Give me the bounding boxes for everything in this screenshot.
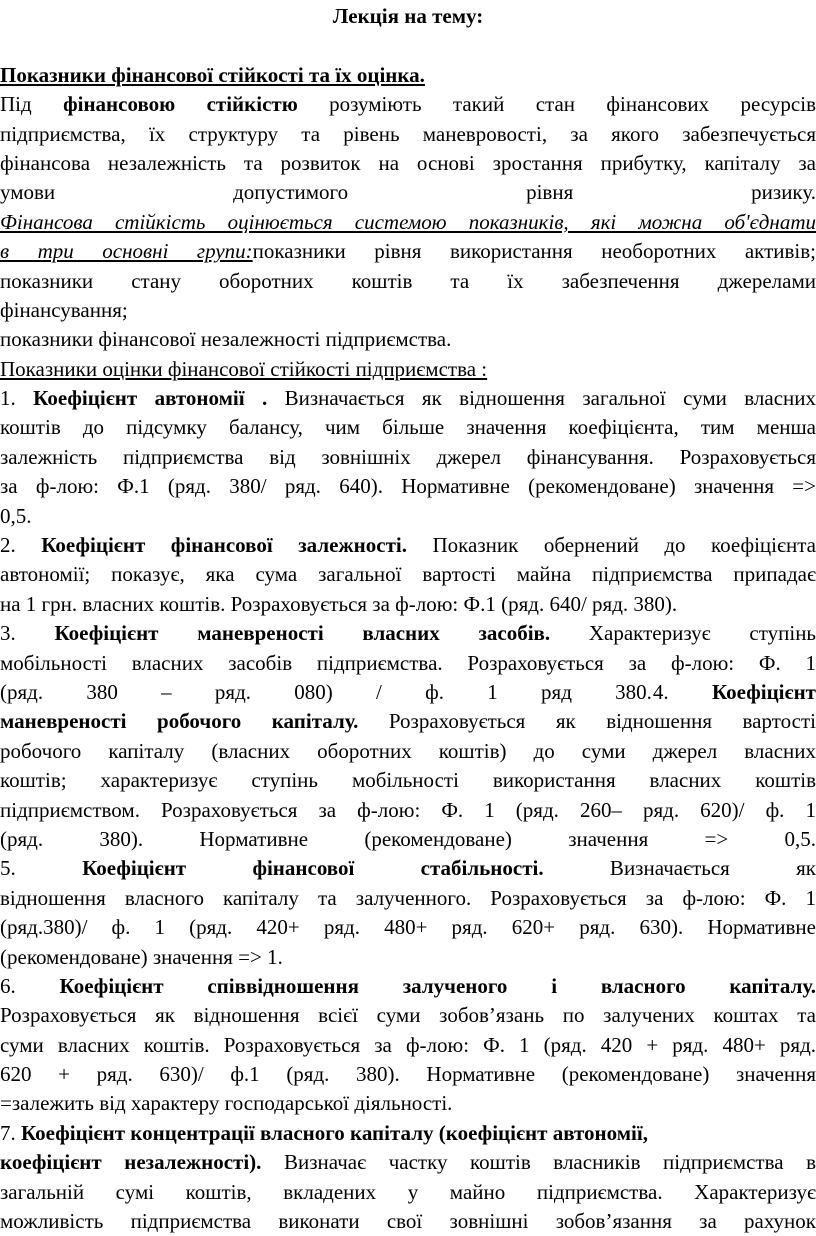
paragraph-line: коштів; характеризує ступінь мобільності використання власних коштів (0, 768, 816, 793)
paragraph-line: підприємством. Розраховується за ф-лою: Ф. 1 (ряд. 260– ряд. 620)/ ф. 1 (0, 797, 816, 822)
text: Під (0, 92, 64, 117)
paragraph-line: робочого капіталу (власних оборотних коштів) до суми джерел власних (0, 738, 816, 763)
text: Визначає частку коштів власників підприємства в (261, 1150, 816, 1175)
italic-underlined-line: Фінансова стійкість оцінюється системою показників, які можна об'єднати (0, 209, 816, 234)
bold-term: фінансовою стійкістю (63, 92, 298, 117)
paragraph-line: фінансова незалежність та розвиток на основі зростання прибутку, капіталу за (0, 150, 816, 175)
paragraph-line: за ф-лою: Ф.1 (ряд. 380/ ряд. 640). Нормативне (рекомендоване) значення => (0, 474, 816, 499)
italic-underlined-text: в три основні групи: (0, 239, 253, 264)
bold-term: маневреності робочого капіталу. (0, 709, 359, 734)
text: 5. (0, 856, 83, 881)
text: Визначається як відношення загальної суми власних (267, 386, 816, 411)
paragraph-line: показники стану оборотних коштів та їх забезпечення джерелами (0, 268, 816, 293)
bold-term: Коефіцієнт співвідношення залученого і власного капіталу. (59, 973, 816, 998)
paragraph-line (0, 707, 816, 736)
paragraph-line (0, 854, 816, 883)
text: 2. (0, 533, 42, 558)
text: 6. (0, 973, 60, 998)
document-title: Показники фінансової стійкості та їх оцінка. (0, 62, 425, 87)
paragraph-line: відношення власного капіталу та залученного. Розраховується за ф-лою: Ф. 1 (0, 885, 816, 910)
text: 7. (0, 1120, 21, 1145)
paragraph-line: =залежить від характеру господарської діяльності. (0, 1091, 453, 1116)
text: (ряд. 380 – ряд. 080) / ф. 1 ряд 380. (0, 679, 652, 704)
bold-term: Коефіцієнт фінансової залежності. (41, 533, 407, 558)
paragraph-line: 0,5. (0, 503, 32, 528)
text: показники рівня використання необоротних активів; (252, 239, 816, 264)
paragraph-line: можливість підприємства виконати свої зовнішні зобов’язання за рахунок (0, 1209, 816, 1234)
paragraph-line: фінансування; (0, 297, 128, 322)
bold-term: коефіцієнт незалежності). (0, 1150, 262, 1175)
text: 1. (0, 386, 34, 411)
paragraph-line: мобільності власних засобів підприємства. Розраховується за ф-лою: Ф. 1 (0, 650, 816, 675)
paragraph-line: загальній сумі коштів, вкладених у майно підприємства. Характеризує (0, 1179, 816, 1204)
paragraph-line (0, 1148, 816, 1177)
blank-line (0, 31, 816, 60)
paragraph-line (0, 531, 816, 560)
text: 4. (652, 679, 712, 704)
paragraph-line: коштів до підсумку балансу, чим більше значення коефіцієнта, тим менша (0, 415, 816, 440)
paragraph-line: (ряд. 380). Нормативне (рекомендоване) значення => 0,5. (0, 826, 816, 851)
paragraph-line (0, 678, 816, 707)
paragraph-line: (рекомендоване) значення => 1. (0, 944, 283, 969)
bold-term: Коефіцієнт маневреності власних засобів. (54, 621, 551, 646)
paragraph-line: автономії; показує, яка сума загальної вартості майна підприємства припадає (0, 562, 816, 587)
paragraph-line: суми власних коштів. Розраховується за ф-лою: Ф. 1 (ряд. 420 + ряд. 480+ ряд. (0, 1032, 816, 1057)
text: 3. (0, 621, 55, 646)
paragraph-line: 620 + ряд. 630)/ ф.1 (ряд. 380). Нормативне (рекомендоване) значення (0, 1062, 816, 1087)
text: Визначається як (543, 856, 816, 881)
bold-term: Коефіцієнт автономії . (33, 386, 268, 411)
bold-term: Коефіцієнт концентрації власного капіталу (коефіцієнт автономії, (21, 1120, 648, 1145)
paragraph-line: (ряд.380)/ ф. 1 (ряд. 420+ ряд. 480+ ряд. 620+ ряд. 630). Нормативне (0, 915, 816, 940)
paragraph-line: підприємства, їх структуру та рівень маневровості, за якого забезпечується (0, 121, 816, 146)
text-group (653, 680, 816, 704)
text: Показник обернений до коефіцієнта (406, 533, 816, 558)
paragraph-line: Розраховується як відношення всієї суми зобов’язань по залучених коштах та (0, 1003, 816, 1028)
paragraph-line: умови допустимого рівня ризику. (0, 180, 816, 205)
section-heading: Показники оцінки фінансової стійкості підприємства : (0, 356, 488, 381)
paragraph-line (0, 619, 816, 648)
lecture-heading: Лекція на тему: (332, 4, 484, 28)
paragraph-line (0, 384, 816, 413)
paragraph-line: залежність підприємства від зовнішніх джерел фінансування. Розраховується (0, 444, 816, 469)
paragraph-line (0, 1119, 816, 1148)
bold-term: Коефіцієнт фінансової стабільності. (82, 856, 544, 881)
bold-term: Коефіцієнт (711, 679, 816, 704)
text: Характеризує ступінь (550, 621, 816, 646)
paragraph-line: на 1 грн. власних коштів. Розраховується за ф-лою: Ф.1 (ряд. 640/ ряд. 380). (0, 591, 678, 616)
paragraph-line (0, 972, 816, 1001)
paragraph-line (0, 237, 816, 266)
text: Розраховується як відношення вартості (358, 709, 816, 734)
paragraph-line (0, 90, 816, 119)
paragraph-line: показники фінансової незалежності підприємства. (0, 327, 452, 352)
text: розуміють такий стан фінансових ресурсів (297, 92, 816, 117)
